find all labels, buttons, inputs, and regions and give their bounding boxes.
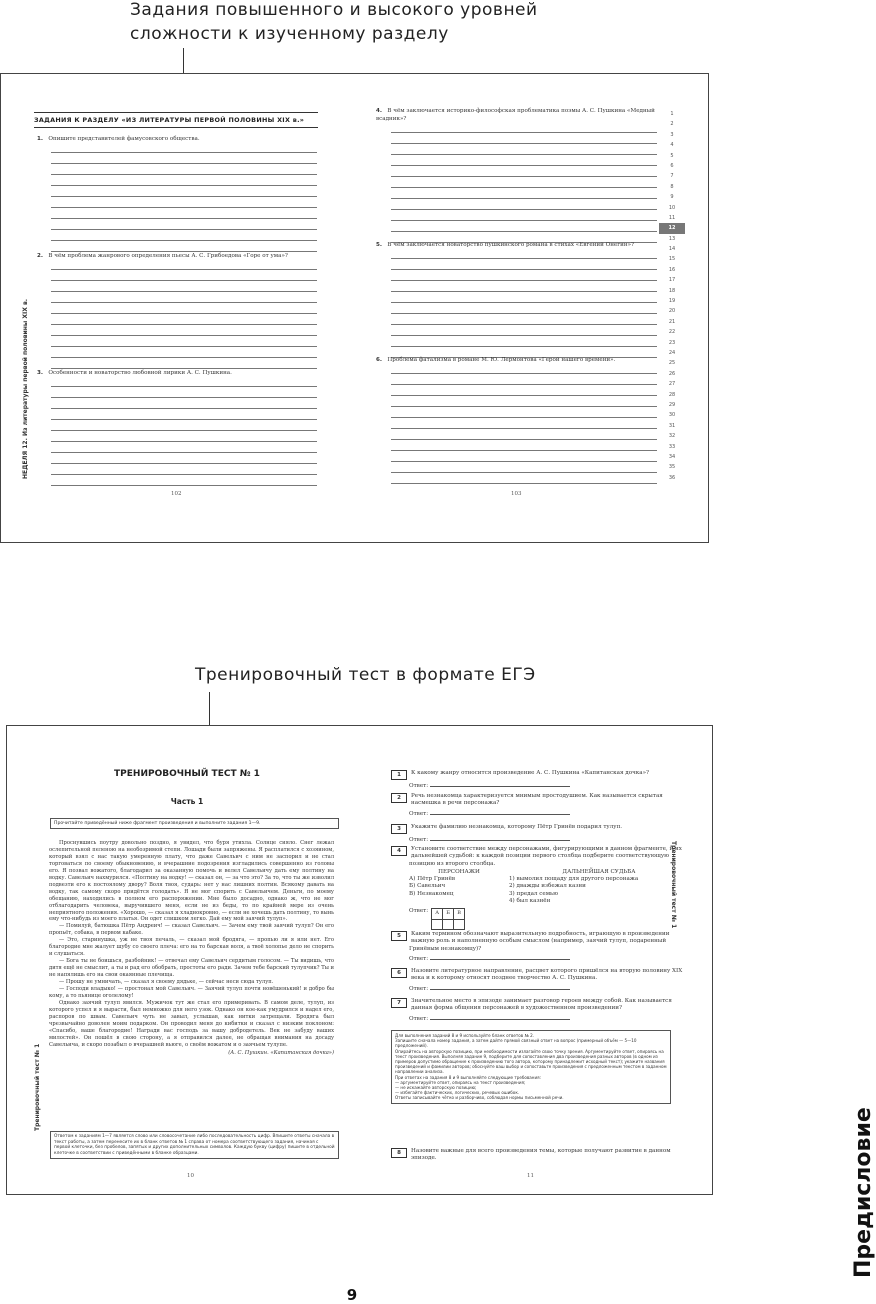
week-tab[interactable]: 24 (668, 349, 676, 356)
answer-field-6[interactable] (430, 983, 570, 990)
answer-field-5[interactable] (430, 953, 570, 960)
spread-training-test (6, 725, 713, 1195)
week-tab[interactable]: 34 (668, 453, 676, 460)
task-7: 7 Значительное место в эпизоде занимает разговор героев между собой. Как называется данная форма общения персонажей в художественном произведении? Ответ: (391, 998, 691, 1023)
week-tab[interactable]: 35 (668, 464, 676, 471)
answer-lines-5[interactable] (391, 248, 657, 358)
task-8: 8 Назовите важные для всего произведения темы, которые получают развитие в данном эпизоде. (391, 1148, 691, 1163)
week-tab[interactable]: 14 (668, 246, 676, 253)
week-tab[interactable]: 33 (668, 443, 676, 450)
week-tab[interactable]: 3 (670, 131, 674, 138)
page-number-103: 103 (511, 491, 522, 497)
callout-bottom: Тренировочный тест в формате ЕГЭ (195, 665, 536, 685)
question-5: 5. В чём заключается новаторство пушкинского романа в стихах «Евгений Онегин»? (376, 242, 635, 248)
answer-note-box: Ответом к заданиям 1—7 является слово или словосочетание либо последовательность цифр. Впишите ответы сначала в текст работы, а затем перенесите их в бланк ответов № 1 справа от номера соответствующего задания, начиная с первой клеточки, без пробелов, запятых и других дополнительных символов. Каждую букву (цифру) пишите в отдельной клеточке в соответствии с приведёнными в бланке образцами. (50, 1131, 339, 1159)
task-4: 4 Установите соответствие между персонажами, фигурирующими в данном фрагменте, и их дальнейшей судьбой: к каждой позиции первого столбца подберите соответствующую позицию из второго столбца. ПЕРСОНАЖИ А) Пётр Гринёв Б) Савельич В) Незнакомец ДАЛЬНЕЙШАЯ СУДЬБА 1) вымолил пощаду для другого персонажа 2) дважды избежал казни 3) предал семью 4) был казнён Ответ: А Б В (391, 846, 691, 930)
week-tab[interactable]: 4 (670, 142, 674, 149)
week-tab[interactable]: 18 (668, 287, 676, 294)
answer-lines-2[interactable] (51, 259, 317, 369)
week-tab[interactable]: 5 (670, 152, 674, 159)
question-3: 3. Особенности и новаторство любовной лирики А. С. Пушкина. (37, 370, 232, 376)
answer-lines-3[interactable] (51, 376, 317, 486)
week-tab[interactable]: 22 (668, 329, 676, 336)
week-tab[interactable]: 9 (670, 194, 674, 201)
side-label-test-right: Тренировочный тест № 1 (670, 841, 677, 929)
part-title: Часть 1 (170, 797, 204, 806)
answer-field-7[interactable] (430, 1013, 570, 1020)
week-tab[interactable]: 10 (668, 204, 676, 211)
week-tab[interactable]: 16 (668, 266, 676, 273)
week-tab[interactable]: 32 (668, 433, 676, 440)
week-tab[interactable]: 28 (668, 391, 676, 398)
task-6: 6 Назовите литературное направление, расцвет которого пришёлся на вторую половину XIX века и к которому относят позднее творчество А. С. Пушкина. Ответ: (391, 968, 691, 993)
week-tab[interactable]: 23 (668, 339, 676, 346)
week-tab-active[interactable]: 12 (659, 223, 685, 233)
week-tab[interactable]: 17 (668, 277, 676, 284)
text-excerpt: Проснувшись поутру довольно поздно, я увидел, что буря утихла. Солнце сияло. Снег лежал ослепительной пеленою на необозримой степи. Лошади были запряжены. Я расплатился с хозяином, который взял с нас такую умеренную плату, что даже Савельич с ним не заспорил и не стал торговаться по своему обыкновению, и вчерашние подозрения изгладились совершенно из головы его. Я позвал вожатого, благодарил за оказанную помочь и велел Савельичу дать ему полтину на водку. Савельич нахмурился. «Полтину на водку! — сказал он, — за что это? За то, что ты же изволил подвезти его к постоялому двору? Воля твоя, сударь: нет у нас лишних полтин. Всякому давать на водку, так самому скоро придётся голодать». Я не мог спорить с Савельичем. Деньги, по моему обещанию, находились в полном его распоряжении. Мне было досадно, однако ж, что не мог отблагодарить человека, выручившего меня, если не из беды, то по крайней мере из очень неприятного положения. «Хорошо, — сказал я хладнокровно, — если не хочешь дать полтину, то вынь ему что-нибудь из моего платья. Он одет слишком легко. Дай ему мой заячий тулуп». — Помилуй, батюшка Пётр Андреич! — сказал Савельич. — Зачем ему твой заячий тулуп? Он его пропьёт, собака, в первом кабаке. — Это, старинушка, уж не твоя печаль, — сказал мой бродяга, — пропью ли я или нет. Его благородие мне жалует шубу со своего плеча: его на то барская воля, а твоё холопье дело не спорить и слушаться. — Бога ты не боишься, разбойник! — отвечал ему Савельич сердитым голосом. — Ты видишь, что дитя ещё не смыслит, а ты и рад его обобрать, простоты его ради. Зачем тебе барский тулупчик? Ты и не напялишь его на свои окаянные плечища. — Прошу не умничать, — сказал я своему дядьке, — сейчас неси сюда тулуп. — Господи владыко! — простонал мой Савельич. — Заячий тулуп почти новёшенький! и добро бы кому, а то пьянице оголелому! Однако заячий тулуп явился. Мужичок тут же стал его примеривать. В самом деле, тулуп, из которого успел и я вырасти, был немножко для него узок. Однако он кое-как умудрился и надел его, распоров по швам. Савельич чуть не завыл, услышав, как нитки затрещали. Бродяга был чрезвычайно доволен моим подарком. Он проводил меня до кибитки и сказал с низким поклоном: «Спасибо, ваше благородие! Награди вас господь за вашу добродетель. Век не забуду ваших милостей». Он пошёл в свою сторону, а я отправился далее, не обращая внимания на досаду Савельича, и скоро позабыл о вчерашней вьюге, о своём вожатом и о заячьем тулупе. (А. С. Пушкин. «Капитанская дочка») (49, 840, 334, 1056)
task-5: 5 Каким термином обозначают выразительную подробность, играющую в произведении важную роль и наполненную особым смыслом (например, заячий тулуп, подаренный Гринёвым незнакомцу)? Ответ: (391, 931, 691, 963)
week-tab[interactable]: 26 (668, 370, 676, 377)
week-tab[interactable]: 30 (668, 412, 676, 419)
answer-field-3[interactable] (430, 834, 570, 841)
task-2: 2 Речь незнакомца характеризуется мнимым простодушием. Как называется скрытая насмешка в речи персонажа? Ответ: (391, 793, 691, 818)
instruction-box: Прочитайте приведённый ниже фрагмент произведения и выполните задания 1—9. (50, 818, 339, 829)
spread-tasks-section (0, 73, 709, 543)
callout-top-line1: Задания повышенного и высокого уровней (130, 0, 538, 20)
week-tabs (659, 109, 689, 483)
question-1: 1. Опишите представителей фамусовского общества. (37, 136, 200, 142)
week-tab[interactable]: 15 (668, 256, 676, 263)
vertical-label-preface: Предисловие (851, 1107, 876, 1278)
week-tab[interactable]: 21 (668, 318, 676, 325)
task-3: 3 Укажите фамилию незнакомца, которому Пётр Гринёв подарил тулуп. Ответ: (391, 824, 691, 844)
week-tab[interactable]: 19 (668, 298, 676, 305)
week-tab[interactable]: 25 (668, 360, 676, 367)
page-number: 9 (346, 1286, 358, 1304)
answer-lines-4[interactable] (391, 122, 657, 243)
week-tab[interactable]: 20 (668, 308, 676, 315)
section-title: ЗАДАНИЯ К РАЗДЕЛУ «ИЗ ЛИТЕРАТУРЫ ПЕРВОЙ ПОЛОВИНЫ XIX в.» (34, 112, 318, 128)
answer-grid-4[interactable]: А Б В (431, 908, 465, 929)
answer-lines-6[interactable] (391, 363, 657, 484)
week-tab[interactable]: 31 (668, 422, 676, 429)
page-number-11: 11 (527, 1173, 534, 1179)
week-tab[interactable]: 7 (670, 173, 674, 180)
week-tab[interactable]: 29 (668, 401, 676, 408)
week-tab[interactable]: 13 (668, 235, 676, 242)
callout-top-line2: сложности к изученному разделу (130, 24, 449, 44)
test-title: ТРЕНИРОВОЧНЫЙ ТЕСТ № 1 (114, 769, 260, 779)
task-1: 1 К какому жанру относится произведение А. С. Пушкина «Капитанская дочка»? Ответ: (391, 770, 691, 790)
question-6: 6. Проблема фатализма в романе М. Ю. Лермонтова «Герой нашего времени». (376, 357, 616, 363)
instructions-box-8-9: Для выполнения заданий 8 и 9 используйте бланк ответов № 2. Запишите сначала номер задания, а затем дайте прямой связный ответ на вопрос (примерный объём — 5—10 предложений). Опирайтесь на авторскую позицию, при необходимости излагайте свою точку зрения. Аргументируйте ответ, опираясь на текст произведения. Выполняя задание 9, подберите для сопоставления два произведения разных авторов (в одном из примеров допустимо обращение к произведению того автора, которому принадлежит исходный текст); укажите названия произведений и фамилии авторов; обоснуйте ваш выбор и сопоставьте произведения с предложенным текстом в заданном направлении анализа. При ответах на задания 8 и 9 выполняйте следующие требования: — аргументируйте ответ, опираясь на текст произведения; — не искажайте авторскую позицию; — избегайте фактических, логических, речевых ошибок. Ответы записывайте чётко и разборчиво, соблюдая нормы письменной речи. (391, 1030, 671, 1104)
week-tab[interactable]: 6 (670, 162, 674, 169)
side-label-test-left: Тренировочный тест № 1 (34, 1043, 41, 1131)
week-tab[interactable]: 1 (670, 111, 674, 117)
answer-field-1[interactable] (430, 780, 570, 787)
side-label-week: НЕДЕЛЯ 12. Из литературы первой половины XIX в. (22, 298, 29, 479)
question-2: 2. В чём проблема жанрового определения пьесы А. С. Грибоедова «Горе от ума»? (37, 253, 288, 259)
week-tab[interactable]: 27 (668, 381, 676, 388)
week-tab[interactable]: 11 (668, 214, 676, 221)
week-tab[interactable]: 36 (668, 474, 676, 481)
answer-lines-1[interactable] (51, 142, 317, 252)
page-number-102: 102 (171, 491, 182, 497)
answer-field-2[interactable] (430, 808, 570, 815)
week-tab[interactable]: 8 (670, 183, 674, 190)
week-tab[interactable]: 2 (670, 121, 674, 128)
question-4: 4. В чём заключается историко-философская проблематика поэмы А. С. Пушкина «Медный всадник»? (376, 108, 655, 122)
page-number-10: 10 (187, 1173, 194, 1179)
